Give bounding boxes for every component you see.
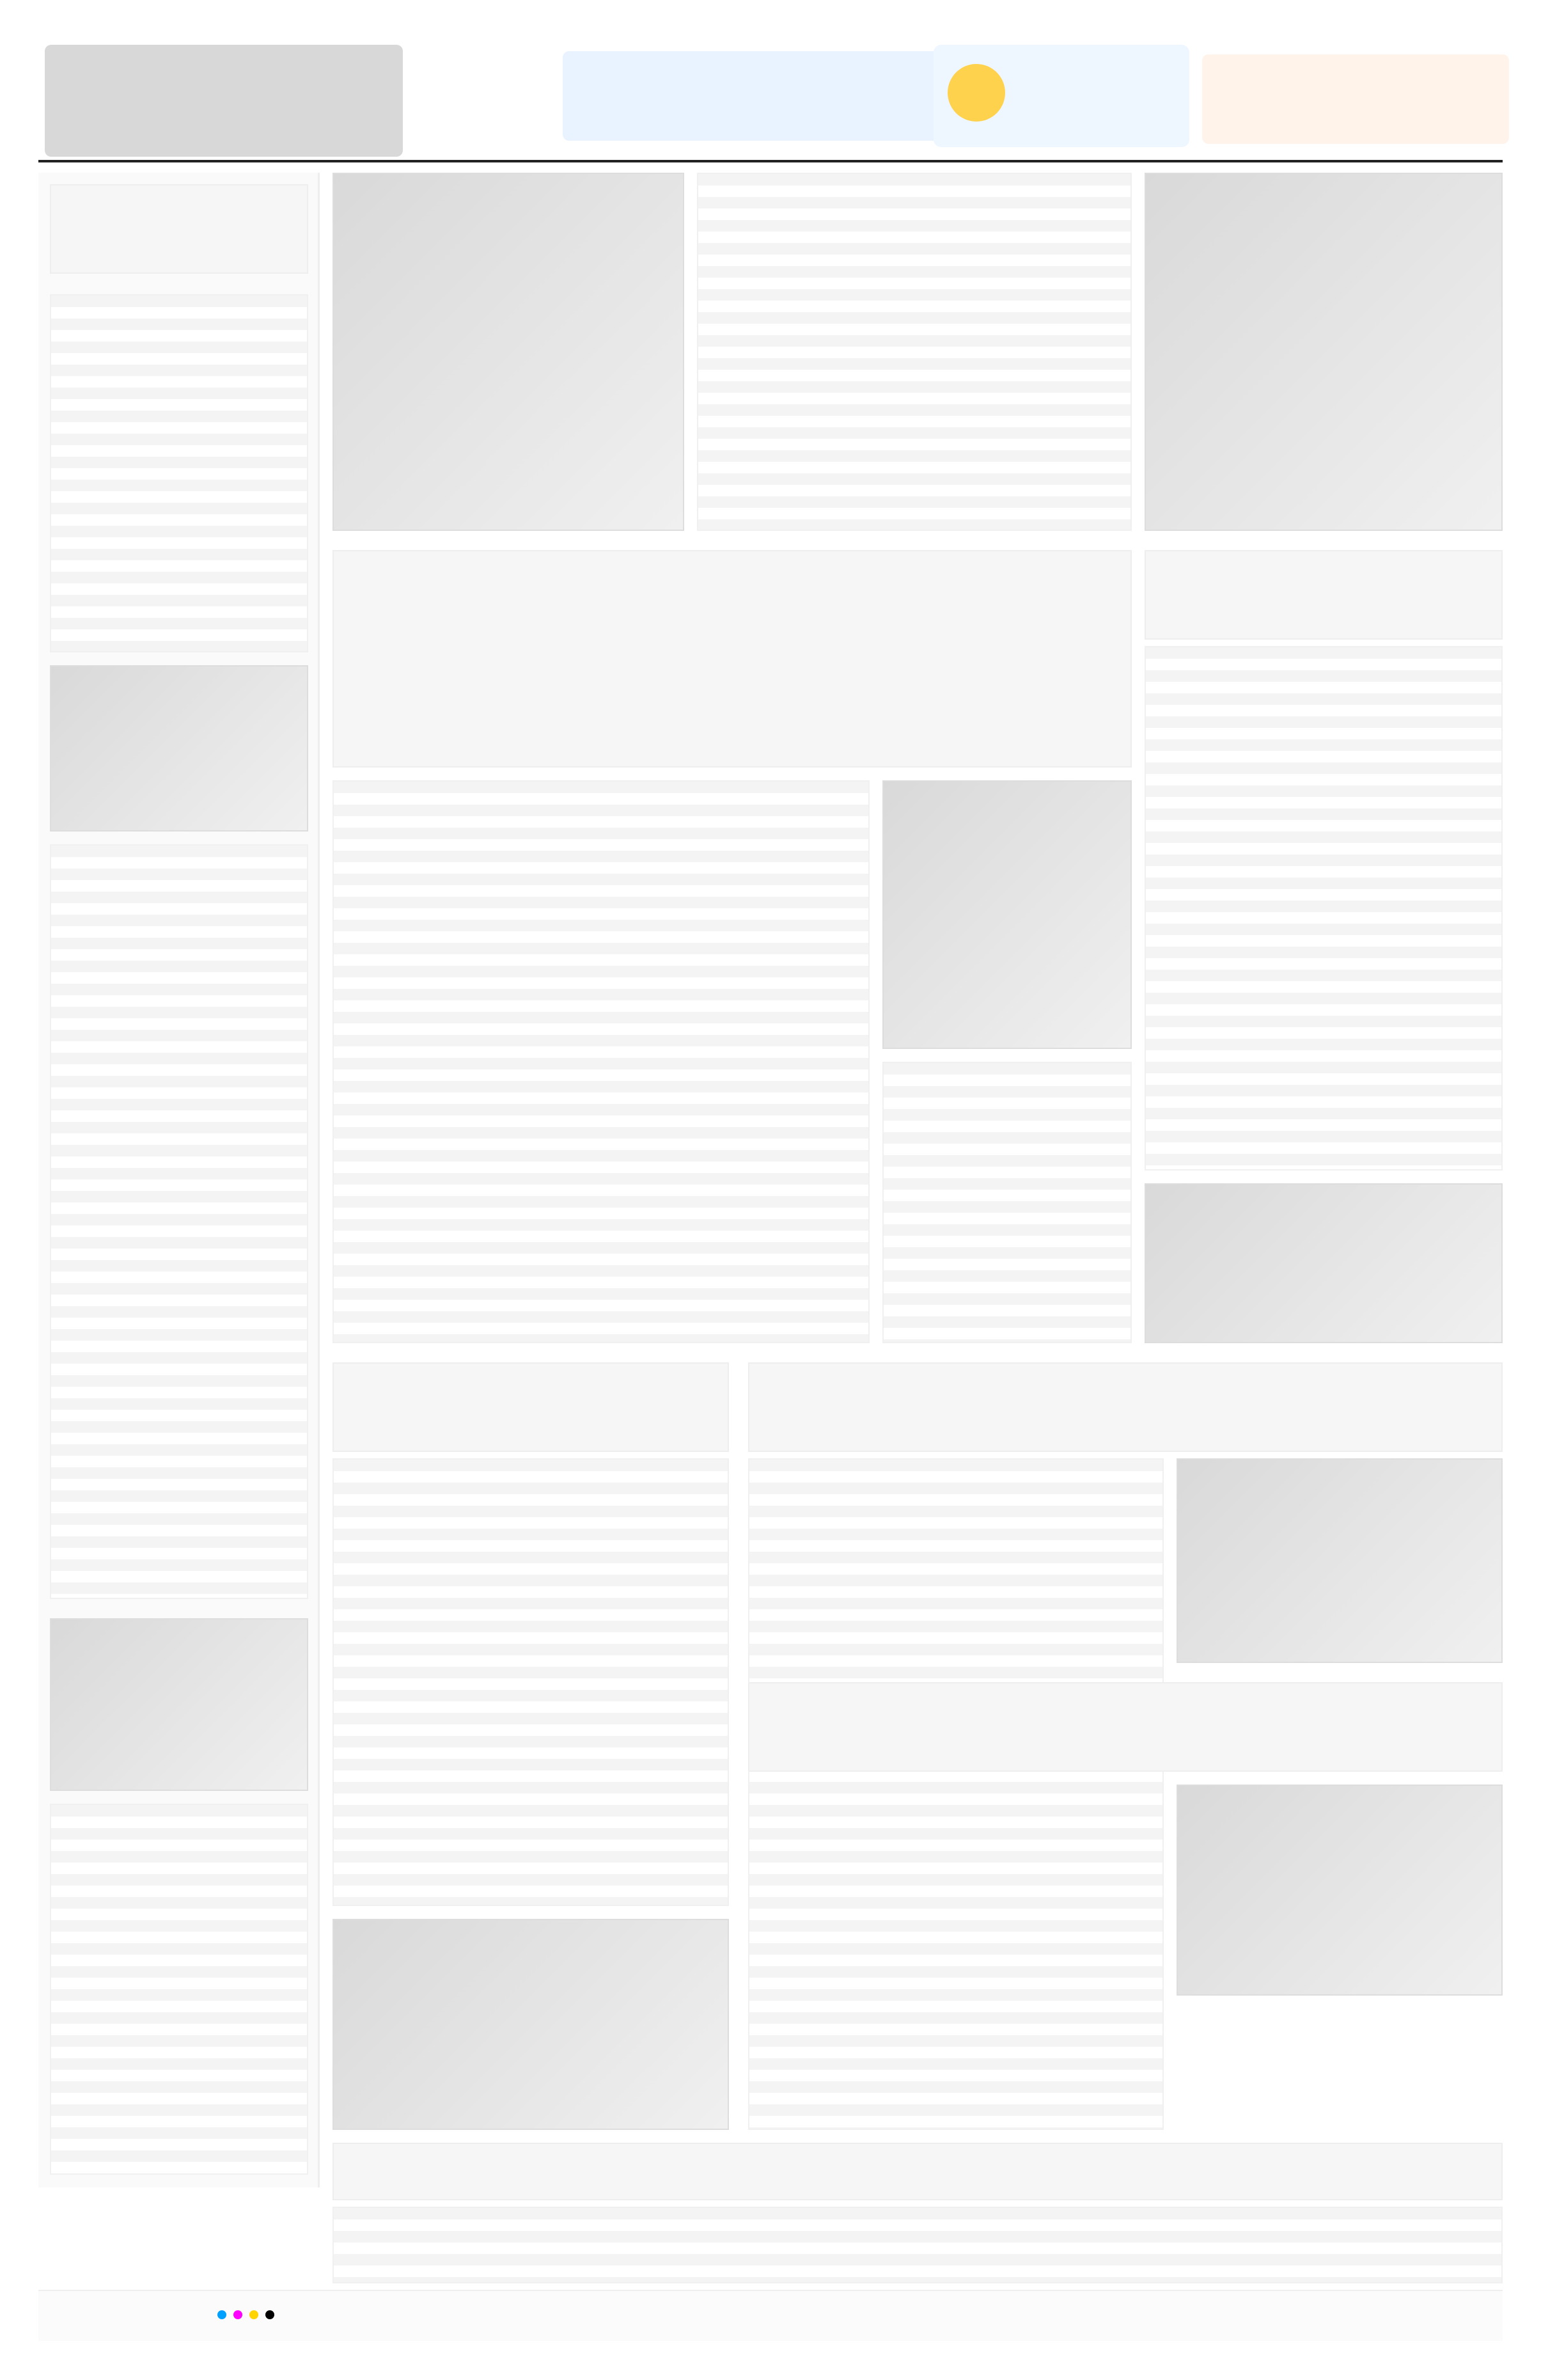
top-photo-left [332,173,684,531]
weather-icon [948,64,1005,122]
left-text-1 [50,294,308,652]
footer-dot-3 [249,2310,258,2319]
top-text-center [697,173,1132,531]
bottom-left-headline [332,1362,729,1452]
bottom-strip-text [332,2207,1503,2283]
weather-widget [934,45,1189,147]
footer-dot-1 [217,2310,226,2319]
bottom-right-headline [748,1362,1503,1452]
bottom-left-photo [332,1919,729,2130]
footer-dot-2 [233,2310,242,2319]
left-text-2 [50,844,308,1599]
right-headline-1 [1145,550,1503,640]
right-photo-1 [1145,1183,1503,1343]
bottom-left-text [332,1458,729,1906]
footer-dot-4 [265,2310,274,2319]
feature-headline [332,550,1132,768]
feature-text-right [882,1062,1132,1343]
top-rule [38,160,1503,162]
date-text [1202,54,1509,85]
masthead-brand-block [45,45,403,157]
brand-logo [45,45,403,75]
left-text-3 [50,1804,308,2175]
bottom-right-text [748,1458,1164,2130]
date-block [1202,54,1509,144]
bottom-right-photo-1 [1177,1458,1503,1663]
feature-text-left [332,780,870,1343]
left-photo-1 [50,665,308,831]
feature-photo [882,780,1132,1049]
main-area [332,173,1503,2283]
bottom-right-headline-2 [748,1682,1503,1772]
top-photo-right [1145,173,1503,531]
feature-title [334,551,1130,574]
bottom-strip-headline [332,2143,1503,2200]
left-headline-1 [50,184,308,274]
left-photo-2 [50,1618,308,1791]
right-text-1 [1145,646,1503,1170]
left-column [38,173,320,2187]
bottom-right-photo-2 [1177,1785,1503,1996]
footer-bar [38,2290,1503,2341]
